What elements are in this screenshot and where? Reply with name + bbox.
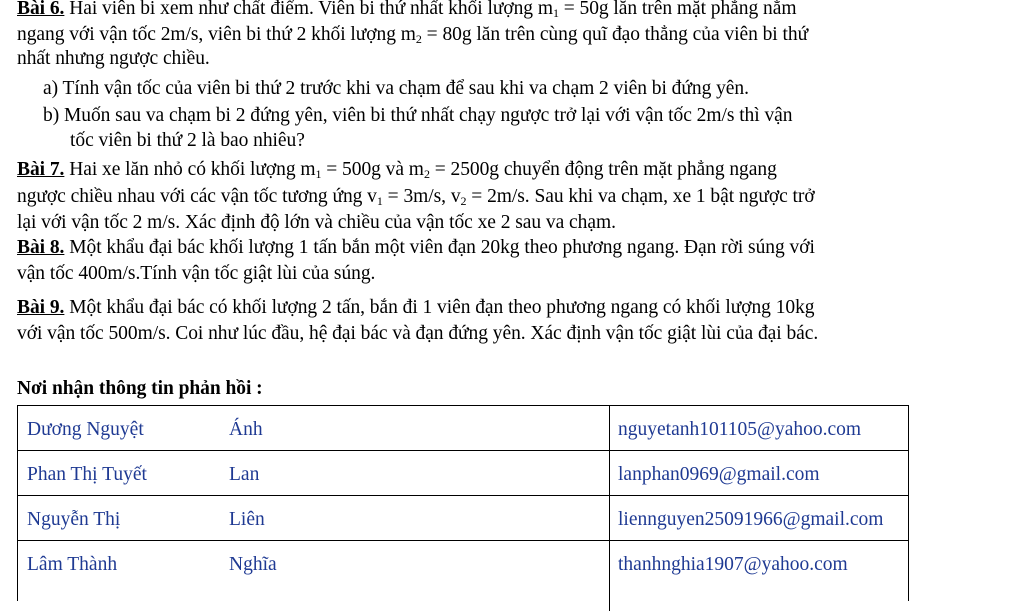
subscript: 2 <box>460 194 467 208</box>
email-cell[interactable]: nguyetanh101105@yahoo.com <box>618 419 862 440</box>
bai9-label: Bài 9. <box>17 297 65 318</box>
subscript: 1 <box>552 6 559 20</box>
bai9-text: Một khẩu đại bác có khối lượng 2 tấn, bắn đi 1 viên đạn theo phương ngang có khối lượng 10kg <box>64 297 815 318</box>
bai9-line2: với vận tốc 500m/s. Coi như lúc đầu, hệ đại bác và đạn đứng yên. Xác định vận tốc giật lùi của đại bác. <box>17 323 819 344</box>
bai6-label: Bài 6. <box>17 0 65 19</box>
bai6-text: = 80g lăn trên cùng quĩ đạo thẳng của viên bi thứ <box>421 24 809 45</box>
subscript: 1 <box>315 167 322 181</box>
bai6-item-b-line2: tốc viên bi thứ 2 là bao nhiêu? <box>70 130 305 151</box>
bai7-text: = 3m/s, v <box>382 186 461 207</box>
bai6-text: = 50g lăn trên mặt phẳng nằm <box>558 0 797 19</box>
bai7-text: ngược chiều nhau với các vận tốc tương ứng v <box>17 186 377 207</box>
column-divider <box>609 541 610 611</box>
table-row <box>17 406 909 451</box>
column-divider <box>609 496 610 540</box>
table-row <box>17 541 909 601</box>
bai7-text: Hai xe lăn nhỏ có khối lượng m <box>64 159 316 180</box>
bai6-line1 <box>17 0 796 21</box>
bai7-line2 <box>17 185 815 209</box>
email-cell[interactable]: liennguyen25091966@gmail.com <box>618 509 884 530</box>
bai8-line2: vận tốc 400m/s.Tính vận tốc giật lùi của súng. <box>17 263 376 284</box>
bai6-text: ngang với vận tốc 2m/s, viên bi thứ 2 khối lượng m <box>17 24 416 45</box>
feedback-heading: Nơi nhận thông tin phản hồi : <box>17 378 263 399</box>
subscript: 2 <box>423 167 430 181</box>
bai7-line1 <box>17 158 777 182</box>
table-row <box>17 451 909 496</box>
table-row <box>17 496 909 541</box>
bai7-text: = 2m/s. Sau khi va chạm, xe 1 bật ngược trở <box>466 186 815 207</box>
surname-cell: Lâm Thành <box>27 554 118 575</box>
bai7-label: Bài 7. <box>17 159 65 180</box>
bai7-text: = 500g và m <box>321 159 424 180</box>
bai8-label: Bài 8. <box>17 237 65 258</box>
bai8-line1 <box>17 236 815 260</box>
bai7-line3: lại với vận tốc 2 m/s. Xác định độ lớn và chiều của vận tốc xe 2 sau va chạm. <box>17 212 616 233</box>
feedback-table <box>17 405 909 601</box>
bai7-text: = 2500g chuyển động trên mặt phẳng ngang <box>429 159 777 180</box>
surname-cell: Phan Thị Tuyết <box>27 464 147 485</box>
surname-cell: Dương Nguyệt <box>27 419 144 440</box>
subscript: 2 <box>415 32 422 46</box>
column-divider <box>609 406 610 450</box>
bai6-item-a: a) Tính vận tốc của viên bi thứ 2 trước khi va chạm để sau khi va chạm 2 viên bi đứng yên. <box>43 78 749 99</box>
given-name-cell: Nghĩa <box>229 554 277 575</box>
surname-cell: Nguyễn Thị <box>27 509 121 530</box>
email-cell[interactable]: thanhnghia1907@yahoo.com <box>618 554 848 575</box>
bai8-text: Một khẩu đại bác khối lượng 1 tấn bắn một viên đạn 20kg theo phương ngang. Đạn rời súng với <box>64 237 815 258</box>
email-cell[interactable]: lanphan0969@gmail.com <box>618 464 820 485</box>
given-name-cell: Ánh <box>229 419 263 440</box>
given-name-cell: Lan <box>229 464 260 485</box>
bai6-line3: nhất nhưng ngược chiều. <box>17 48 210 69</box>
bai9-line1 <box>17 296 815 320</box>
given-name-cell: Liên <box>229 509 265 530</box>
column-divider <box>609 451 610 495</box>
bai6-text: Hai viên bi xem như chất điểm. Viên bi thứ nhất khối lượng m <box>64 0 553 19</box>
subscript: 1 <box>376 194 383 208</box>
bai6-line2 <box>17 23 808 47</box>
bai6-item-b-line1: b) Muốn sau va chạm bi 2 đứng yên, viên bi thứ nhất chạy ngược trở lại với vận tốc 2m/s thì vận <box>43 105 793 126</box>
